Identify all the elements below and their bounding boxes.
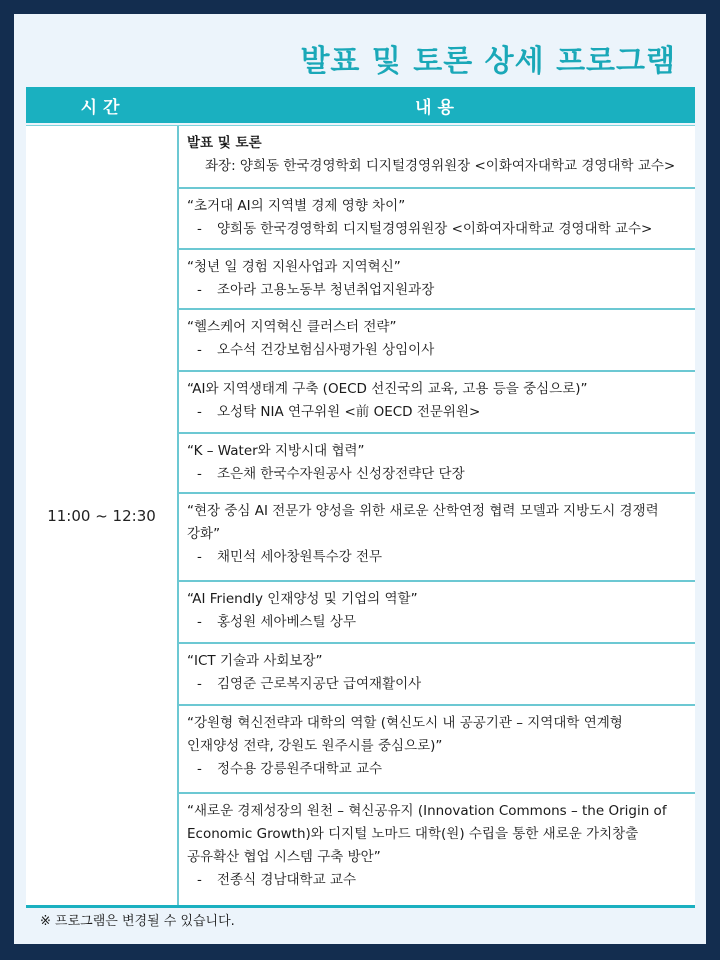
- speaker-line: [187, 463, 687, 486]
- speaker: 홍성원 세아베스틸 상무: [217, 614, 356, 630]
- dash: -: [197, 221, 202, 237]
- dash: -: [197, 404, 202, 420]
- speaker: 채민석 세아창원특수강 전무: [217, 549, 383, 565]
- dash: -: [197, 872, 202, 888]
- speaker: 오성탁 NIA 연구위원 <前 OECD 전문위원>: [217, 404, 481, 420]
- program-panel: [14, 14, 706, 944]
- dash: -: [197, 342, 202, 358]
- chair-text: 좌장: 양희동 한국경영학회 디지털경영위원장 <이화여자대학교 경영대학 교수>: [205, 158, 676, 174]
- talk-title: “AI와 지역생태계 구축 (OECD 선진국의 교육, 고용 등을 중심으로)”: [187, 381, 588, 397]
- speaker: 김영준 근로복지공단 급여재활이사: [217, 676, 422, 692]
- speaker-line: [187, 218, 687, 241]
- speaker: 오수석 건강보험심사평가원 상임이사: [217, 342, 435, 358]
- talk-title: “헬스케어 지역혁신 클러스터 전략”: [187, 319, 397, 335]
- intro-heading: 발표 및 토론: [187, 135, 262, 151]
- program-table: [26, 125, 695, 908]
- speaker-line: [187, 546, 687, 569]
- dash: -: [197, 614, 202, 630]
- table-row: [179, 582, 695, 644]
- talk-title: “초거대 AI의 지역별 경제 영향 차이”: [187, 198, 406, 214]
- intro-row: [179, 126, 695, 189]
- table-row: [179, 434, 695, 494]
- table-row: [179, 794, 695, 905]
- table-row: [179, 372, 695, 434]
- speaker: 조아라 고용노동부 청년취업지원과장: [217, 282, 435, 298]
- header-content: 내용: [415, 97, 460, 118]
- table-header: [26, 87, 695, 123]
- table-row: [179, 310, 695, 372]
- table-row: [179, 494, 695, 582]
- speaker-line: [187, 673, 687, 696]
- dash: -: [197, 549, 202, 565]
- table-row: [179, 189, 695, 250]
- talk-title-line: 인재양성 전략, 강원도 원주시를 중심으로)”: [187, 738, 443, 754]
- table-row: [179, 250, 695, 310]
- dash: -: [197, 676, 202, 692]
- speaker-line: [187, 869, 687, 892]
- talk-title-line: “현장 중심 AI 전문가 양성을 위한 새로운 산학연정 협력 모델과 지방도시 경쟁력: [187, 503, 659, 519]
- speaker: 조은채 한국수자원공사 신성장전략단 단장: [217, 466, 465, 482]
- talk-title-line: “강원형 혁신전략과 대학의 역할 (혁신도시 내 공공기관 – 지역대학 연계형: [187, 715, 623, 731]
- talk-title: “청년 일 경험 지원사업과 지역혁신”: [187, 259, 401, 275]
- content-column: [179, 126, 695, 905]
- talk-title: “K – Water와 지방시대 협력”: [187, 443, 365, 459]
- speaker: 정수용 강릉원주대학교 교수: [217, 761, 383, 777]
- dash: -: [197, 466, 202, 482]
- time-cell: 11:00 ~ 12:30: [26, 126, 179, 905]
- speaker-line: [187, 611, 687, 634]
- speaker: 전종식 경남대학교 교수: [217, 872, 356, 888]
- talk-title-line: Economic Growth)와 디지털 노마드 대학(원) 수립을 통한 새로운 가치창출: [187, 826, 639, 842]
- talk-title-line: 공유확산 협업 시스템 구축 방안”: [187, 849, 381, 865]
- page-title: 발표 및 토론 상세 프로그램: [300, 44, 676, 79]
- table-row: [179, 706, 695, 794]
- speaker-line: [187, 339, 687, 362]
- talk-title-line: 강화”: [187, 526, 221, 542]
- table-row: [179, 644, 695, 706]
- speaker: 양희동 한국경영학회 디지털경영위원장 <이화여자대학교 경영대학 교수>: [217, 221, 653, 237]
- speaker-line: [187, 758, 687, 781]
- dash: -: [197, 282, 202, 298]
- talk-title-line: “새로운 경제성장의 원천 – 혁신공유지 (Innovation Commons – the Origin of: [187, 803, 667, 819]
- speaker-line: [187, 401, 687, 424]
- talk-title: “AI Friendly 인재양성 및 기업의 역할”: [187, 591, 418, 607]
- header-time: 시간: [80, 97, 126, 118]
- talk-title: “ICT 기술과 사회보장”: [187, 653, 323, 669]
- change-notice: ※ 프로그램은 변경될 수 있습니다.: [40, 914, 235, 929]
- speaker-line: [187, 279, 687, 302]
- dash: -: [197, 761, 202, 777]
